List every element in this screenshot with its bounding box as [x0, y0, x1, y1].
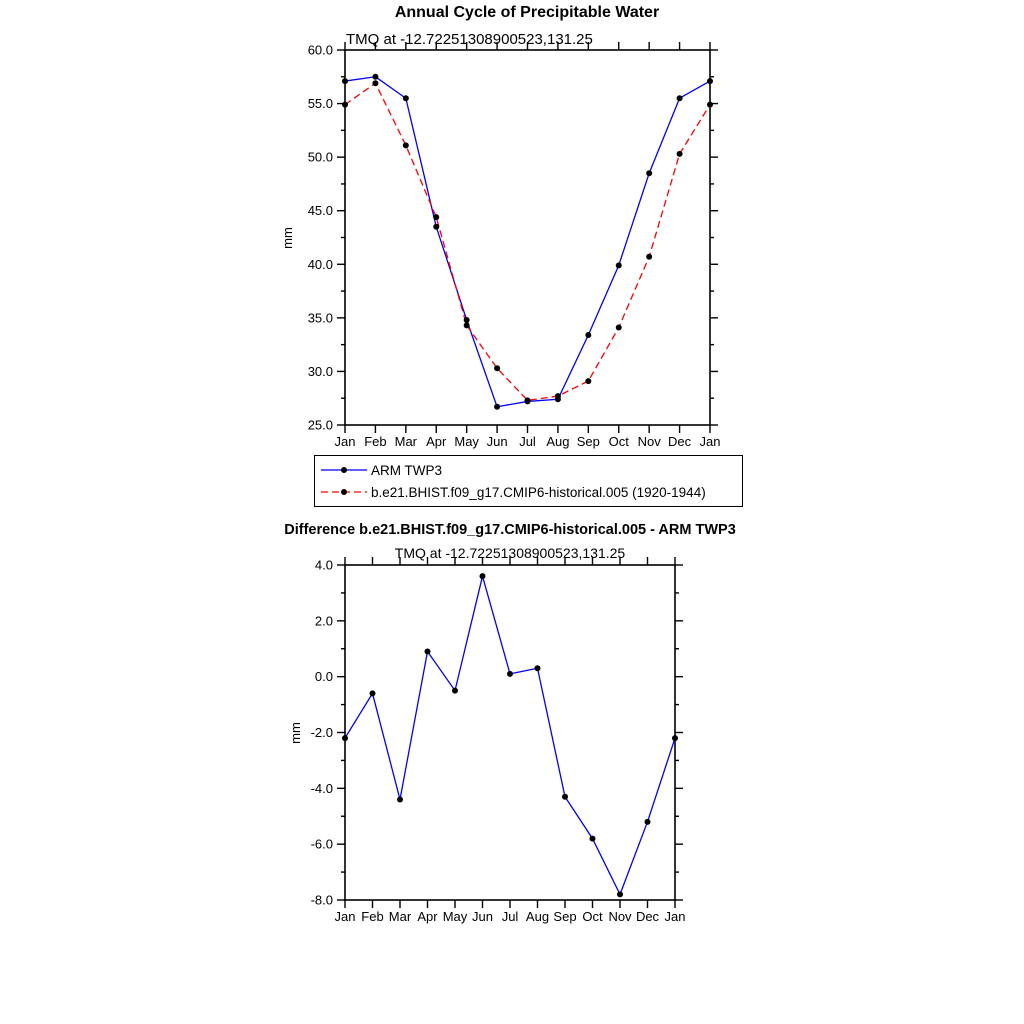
x-tick-label: Nov: [608, 909, 632, 924]
y-tick-label: -6.0: [310, 836, 333, 852]
data-point-marker: [403, 142, 409, 148]
data-point-marker: [616, 325, 622, 331]
top-chart-plot: [280, 42, 720, 449]
data-point-marker: [372, 80, 378, 86]
y-tick-label: 30.0: [307, 363, 333, 379]
x-tick-label: Sep: [576, 434, 600, 449]
data-point-marker: [535, 665, 541, 671]
data-point-marker: [555, 393, 561, 399]
x-tick-label: Dec: [668, 434, 692, 449]
bottom-chart-plot: [288, 557, 685, 924]
bottom-chart-subtitle: TMQ at -12.72251308900523,131.25: [394, 545, 626, 561]
y-tick-label: 4.0: [314, 557, 333, 573]
data-point-marker: [585, 378, 591, 384]
y-axis-label: mm: [288, 722, 303, 744]
y-tick-label: -4.0: [310, 780, 333, 796]
data-point-marker: [464, 322, 470, 328]
data-point-marker: [494, 365, 500, 371]
legend-line-sample: [320, 463, 368, 477]
x-tick-label: Apr: [417, 909, 438, 924]
data-point-marker: [646, 170, 652, 176]
series-line: [345, 576, 675, 894]
x-tick-label: Apr: [426, 434, 447, 449]
data-point-marker: [707, 102, 713, 108]
data-point-marker: [525, 397, 531, 403]
y-tick-label: 35.0: [307, 310, 333, 326]
x-tick-label: Jun: [472, 909, 493, 924]
data-point-marker: [677, 151, 683, 157]
data-point-marker: [433, 224, 439, 230]
data-point-marker: [507, 671, 513, 677]
y-tick-label: 0.0: [314, 669, 333, 685]
x-tick-label: Dec: [635, 909, 660, 924]
data-point-marker: [616, 262, 622, 268]
y-tick-label: 40.0: [307, 256, 333, 272]
legend: [314, 455, 743, 507]
legend-sample-marker: [341, 489, 347, 495]
x-tick-label: Aug: [546, 434, 570, 449]
x-tick-label: Aug: [525, 909, 550, 924]
x-tick-label: Nov: [637, 434, 661, 449]
y-tick-label: -2.0: [310, 725, 333, 740]
data-point-marker: [452, 688, 458, 694]
data-point-marker: [590, 836, 596, 842]
data-point-marker: [646, 254, 652, 260]
x-tick-label: Jul: [519, 434, 536, 449]
legend-label: ARM TWP3: [371, 462, 443, 478]
x-tick-label: Jul: [501, 909, 519, 924]
legend-label: b.e21.BHIST.f09_g17.CMIP6-historical.005 (1920-1944): [371, 484, 706, 500]
data-point-marker: [342, 102, 348, 108]
x-tick-label: Jan: [334, 434, 356, 449]
y-tick-label: 50.0: [307, 149, 333, 165]
data-point-marker: [645, 819, 651, 825]
x-tick-label: Feb: [364, 434, 387, 449]
data-point-marker: [585, 332, 591, 338]
y-tick-label: 25.0: [307, 417, 333, 433]
data-point-marker: [433, 214, 439, 220]
data-point-marker: [617, 891, 623, 897]
data-point-marker: [672, 735, 678, 741]
x-tick-label: Jan: [664, 909, 686, 924]
x-tick-label: Jun: [486, 434, 508, 449]
data-point-marker: [464, 317, 470, 323]
data-point-marker: [677, 95, 683, 101]
data-point-marker: [425, 649, 431, 655]
series-line: [345, 77, 710, 407]
x-tick-label: Mar: [388, 909, 412, 924]
bottom-chart-title: Difference b.e21.BHIST.f09_g17.CMIP6-historical.005 - ARM TWP3: [284, 522, 736, 538]
x-tick-label: Oct: [608, 434, 629, 449]
data-point-marker: [342, 735, 348, 741]
data-point-marker: [372, 74, 378, 80]
legend-entry: [320, 481, 737, 503]
y-tick-label: 2.0: [314, 613, 333, 629]
x-tick-label: May: [442, 909, 468, 924]
y-axis-label: mm: [280, 227, 295, 249]
plot-frame: [345, 565, 675, 900]
x-tick-label: Oct: [582, 909, 603, 924]
legend-sample-marker: [341, 467, 347, 473]
data-point-marker: [397, 797, 403, 803]
legend-entry: [320, 459, 737, 481]
data-point-marker: [342, 78, 348, 84]
x-tick-label: Sep: [553, 909, 577, 924]
data-point-marker: [494, 404, 500, 410]
data-point-marker: [403, 95, 409, 101]
y-tick-label: 55.0: [307, 96, 333, 112]
data-point-marker: [370, 690, 376, 696]
x-tick-label: Feb: [361, 909, 384, 924]
series-line: [345, 83, 710, 400]
data-point-marker: [562, 794, 568, 800]
y-tick-label: 60.0: [307, 42, 333, 58]
y-tick-label: -8.0: [310, 892, 333, 908]
x-tick-label: Mar: [394, 434, 418, 449]
data-point-marker: [480, 573, 486, 579]
x-tick-label: May: [454, 434, 479, 449]
top-chart-title: Annual Cycle of Precipitable Water: [394, 4, 660, 21]
y-tick-label: 45.0: [307, 203, 333, 219]
x-tick-label: Jan: [334, 909, 356, 924]
top-chart-subtitle: TMQ at -12.72251308900523,131.25: [346, 31, 593, 48]
x-tick-label: Jan: [699, 434, 721, 449]
data-point-marker: [707, 78, 713, 84]
legend-line-sample: [320, 485, 368, 499]
